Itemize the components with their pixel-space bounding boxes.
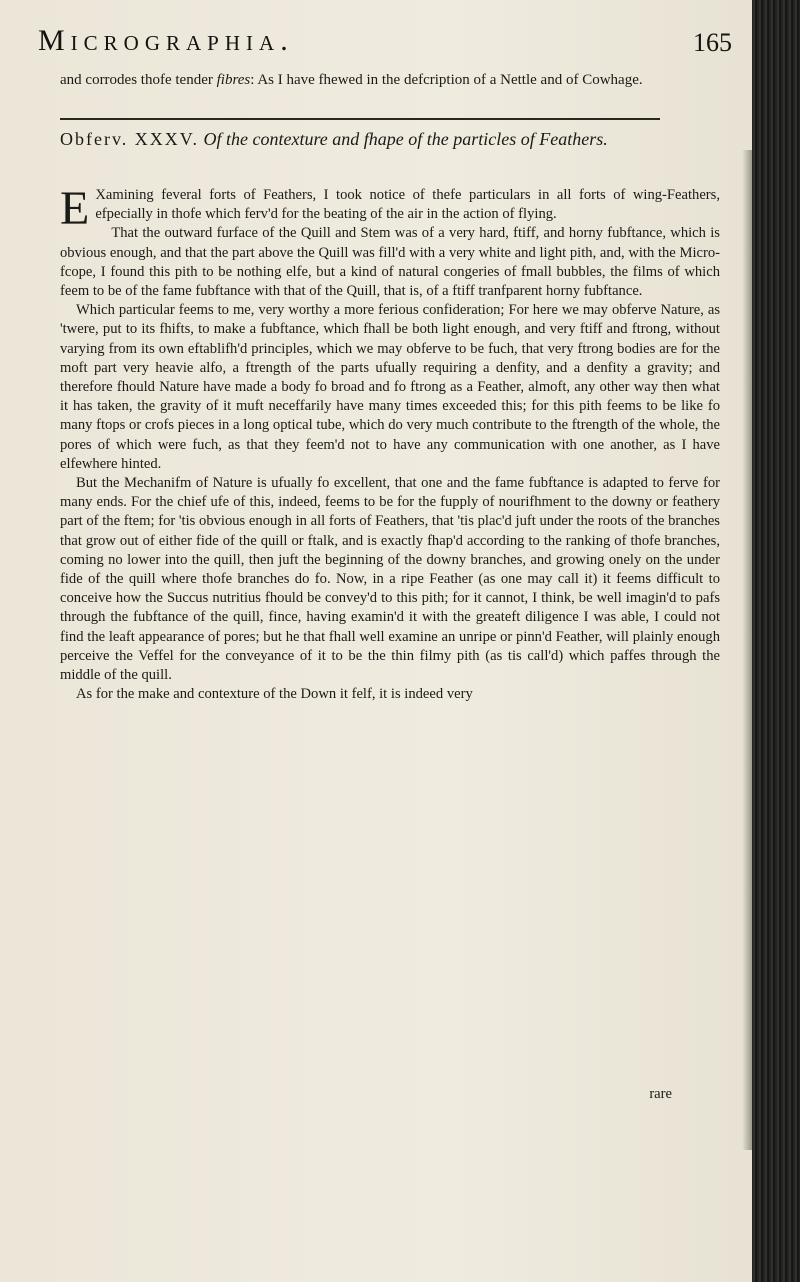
paragraph: As for the make and contexture of the Down it felf, it is indeed very: [76, 686, 473, 703]
intro-suffix: : As I have fhewed in the defcription of a Nettle and of Cowhage.: [250, 72, 643, 88]
observation-number: Obferv. XXXV.: [60, 129, 199, 149]
body-text: [60, 182, 720, 704]
paragraph: That the outward furface of the Quill and Stem was of a very hard, ftiff, and horny fubftance, which is obvious enough, and that the part above the Quill was fill'd with a very white and light pith, and, with the Micro-fcope, I found this pith to be nothing elfe, but a kind of natural congeries of fmall bubbles, the films of which feem to be of the fame fubftance with that of the Quill, that is, of a ftiff tranfparent horny fubftance.: [60, 225, 720, 300]
page-number: 165: [693, 28, 732, 57]
paragraph: But the Mechanifm of Nature is ufually fo excellent, that one and the fame fubftance is adapted to ferve for many ends. For the chief ufe of this, indeed, feems to be for the fupply of nourifhment to the downy or feathery part of the ftem; for 'tis obvious enough in all forts of Feathers, that 'tis plac'd juft under the roots of the branches that grow out of either fide of the quill or ftalk, and is exactly fhap'd according to the ranking of thofe branches, coming no lower into the quill, then juft the beginning of the downy branches, and growing onely on the under fide of the quill where thofe branches do fo. Now, in a ripe Feather (as one may call it) it feems difficult to conceive how the Succus nutritius fhould be convey'd to this pith; for it cannot, I think, be well imagin'd to pafs through the fubftance of the quill, fince, having examin'd it with the greateft diligence I was able, I could not find the leaft appearance of pores; but he that fhall well examine an unripe or pinn'd Feather, will plainly enough perceive the Veffel for the conveyance of it to be the thin filmy pith (as tis call'd) which paffes through the middle of the quill.: [60, 475, 720, 684]
section-divider: [60, 118, 660, 120]
drop-cap: E: [60, 182, 90, 235]
paragraph-text: Xamining feveral forts of Feathers, I took notice of thefe particulars in all forts of wing-Feathers, efpecially in thofe which ferv'd for the beating of the air in the action of flying.: [95, 187, 720, 223]
intro-fibres: fibres: [216, 72, 251, 88]
observation-heading: [60, 128, 720, 150]
page-header: [30, 22, 740, 62]
running-title: Micrographia.: [38, 24, 294, 57]
book-spine: [752, 0, 800, 1282]
observation-title: Of the contexture and fhape of the particles of Feathers.: [203, 129, 608, 149]
intro-text: [60, 70, 715, 90]
catchword: rare: [649, 1086, 672, 1102]
paragraph: [60, 182, 720, 235]
intro-prefix: and corrodes thofe tender: [60, 72, 217, 88]
paragraph: Which particular feems to me, very worthy a more ferious confideration; For here we may obferve Nature, as 'twere, put to its fhifts, to make a fubftance, which fhall be both light enough, and very ftiff and ftrong, without varying from its own eftablifh'd principles, which we may obferve to be fuch, that very ftrong bodies are for the moft part very heavie alfo, a ftrength of the parts ufually requiring a denfity, and a denfity a gravity; and therefore fhould Nature have made a body fo broad and fo ftrong as a Feather, almoft, any other way then what it has taken, the gravity of it muft neceffarily have many times exceeded this; for this pith feems to be like fo many ftops or crofs pieces in a long optical tube, which do very much contribute to the ftrength of the whole, the pores of which were fuch, as that they feem'd not to have any communication with one another, as I have elfewhere hinted.: [60, 302, 720, 472]
